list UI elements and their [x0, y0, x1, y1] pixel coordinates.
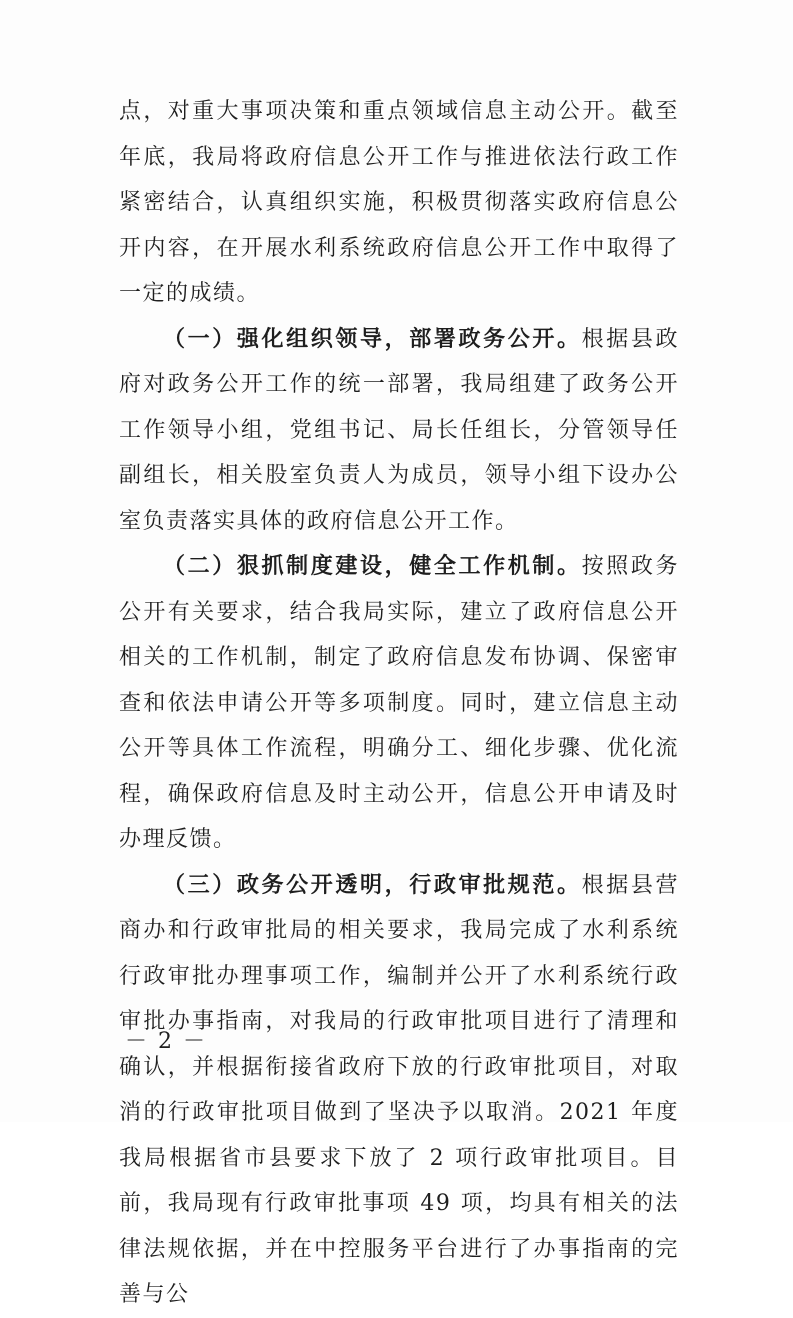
page-number: － 2 －: [125, 1029, 207, 1054]
paragraph-text: 按照政务公开有关要求，结合我局实际，建立了政府信息公开相关的工作机制，制定了政府信息发布协调、保密审查和依法申请公开等多项制度。同时，建立信息主动公开等具体工作流程，明确分工、细化步骤、优化流程，确保政府信息及时主动公开，信息公开申请及时办理反馈。: [119, 554, 679, 852]
paragraph-section-1: [119, 317, 679, 545]
document-body: [119, 89, 679, 1318]
section-heading: （三）政务公开透明，行政审批规范。: [163, 872, 582, 898]
paragraph-text: 点，对重大事项决策和重点领域信息主动公开。截至年底，我局将政府信息公开工作与推进依法行政工作紧密结合，认真组织实施，积极贯彻落实政府信息公开内容，在开展水利系统政府信息公开工作中取得了一定的成绩。: [119, 99, 679, 306]
paragraph-text: 根据县政府对政务公开工作的统一部署，我局组建了政务公开工作领导小组，党组书记、局长任组长，分管领导任副组长，相关股室负责人为成员，领导小组下设办公室负责落实具体的政府信息公开工作。: [119, 326, 679, 534]
section-heading: （一）强化组织领导，部署政务公开。: [163, 326, 582, 352]
section-heading: （二）狠抓制度建设，健全工作机制。: [163, 554, 582, 579]
paragraph-intro-continuation: [119, 89, 679, 317]
paragraph-section-3: [119, 863, 679, 1318]
paragraph-section-2: [119, 544, 679, 863]
paragraph-text: 根据县营商办和行政审批局的相关要求，我局完成了水利系统行政审批办理事项工作，编制并公开了水利系统行政审批办事指南，对我局的行政审批项目进行了清理和确认，并根据衔接省政府下放的行政审批项目，对取消的行政审批项目做到了坚决予以取消。2021 年度我局根据省市县要求下放了 2 项行政审批项目。目前，我局现有行政审批事项 49 项，均具有相关的法律法规依据，并在中控服务平台进行了办事指南的完善与公: [119, 872, 679, 1307]
